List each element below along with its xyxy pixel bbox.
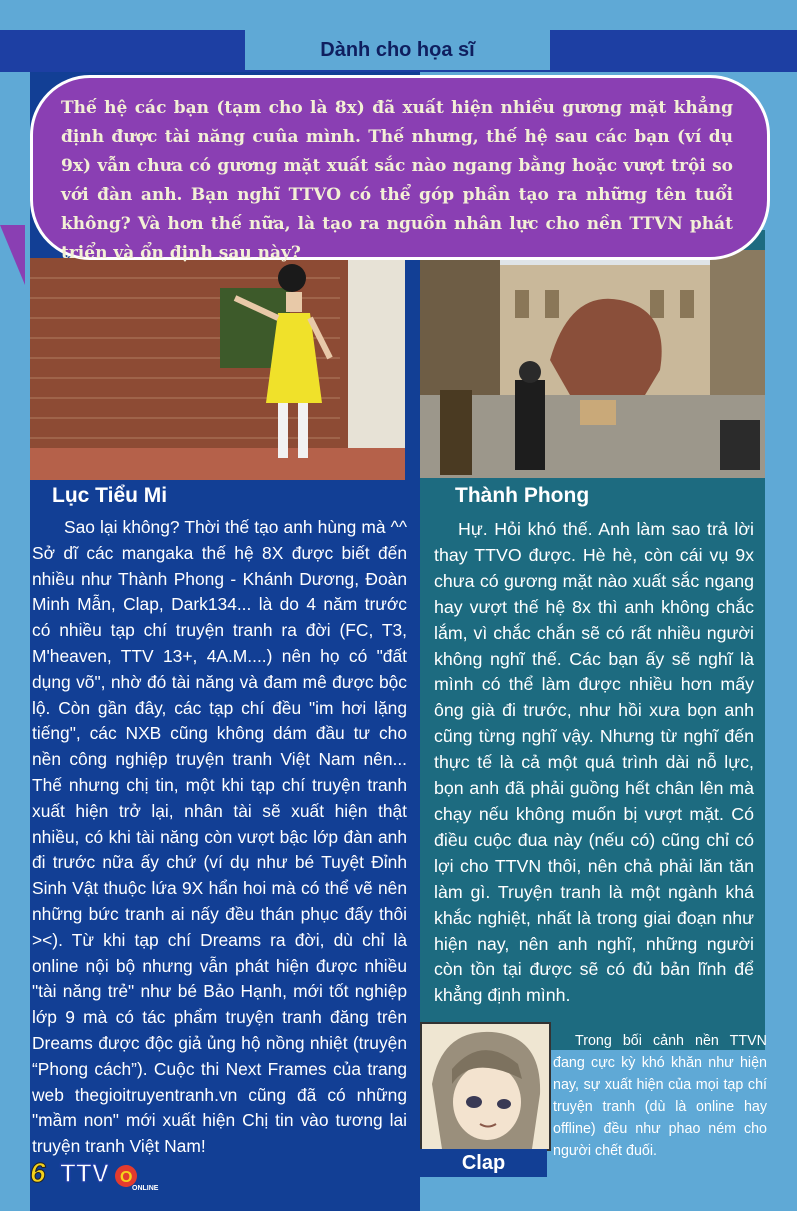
ttv-online-logo [28,1150,163,1192]
svg-text:TTV: TTV [60,1158,110,1188]
right-answer-text: Hự. Hỏi khó thế. Anh làm sao trả lời thay TTVO được. Hè hè, còn cái vụ 9x chưa có gương mặt nào xuất sắc ngang hay vượt thế hệ 8x thì anh không chắc lắm, vì chắc chắn sẽ có rất nhiều người không nghĩ thế. Các bạn ấy sẽ nghĩ là mình có thể làm được nhiều hơn mấy ông già đi trước, như hồi xưa bọn anh cũng từng nghĩ vậy. Nhưng từ nghĩ đến thực tế là cả một quá trình dài nỗ lực, bọn anh đã phải guồng hết chân lên mà chạy nếu không muốn bị vượt mặt. Có điều cuộc đua này (nếu có) cũng chỉ có lợi cho TTVN thôi, nên chả phải lăn tăn làm gì. Truyện tranh là một ngành khá khắc nghiệt, nhất là trong giai đoạn như hiện nay, nên anh nghĩ, những người còn tồn tại được sẽ có đủ bản lĩnh để khẳng định mình. [434,519,754,1006]
clap-avatar [420,1022,551,1151]
speech-bubble-tail [0,225,25,285]
svg-text:O: O [120,1169,133,1186]
clap-side-note: Trong bối cảnh nền TTVN đang cực kỳ khó khăn như hiện nay, sự xuất hiện của mọi tạp chí truyện tranh (dù là online hay offline) đều như phao ném cho người chết đuối. [553,1033,767,1159]
photo-luc-tieu-mi [30,258,405,480]
left-author-name: Lục Tiểu Mi [52,484,168,507]
question-speech-bubble: Thế hệ các bạn (tạm cho là 8x) đã xuất hiện nhiều gương mặt khẳng định được tài năng cuûa mình. Thế nhưng, thế hệ sau các bạn (ví dụ 9x) vẫn chưa có gương mặt xuất sắc nào ngang bằng hoặc vượt trội so với đàn anh. Bạn nghĩ TTVO có thể góp phần tạo ra những tên tuổi không? Và hơn thế nữa, là tạo ra nguồn nhân lực cho nền TTVN phát triển và ổn định sau này? [30,75,770,260]
clap-label: Clap [420,1149,547,1177]
left-answer-text: Sao lại không? Thời thế tạo anh hùng mà ^^ Sở dĩ các mangaka thế hệ 8X được biết đến nhiều như Thành Phong - Khánh Dương, Đoàn Minh Mẫn, Clap, Dark134... là do 4 năm trước có nhiều tạp chí truyện tranh ra đời (FC, T3, M'heaven, TTV 13+, 4A.M....) nên họ có "đất dụng võ", nhờ đó tài năng và đam mê được bộc lộ. Còn gần đây, các tạp chí đều "im hơi lặng tiếng", các NXB cũng không dám đầu tư cho nền công nghiệp truyện tranh Việt Nam nên... Thế nhưng chị tin, một khi tạp chí truyện tranh xuất hiện trở lại, nhân tài sẽ xuất hiện thật nhiều, có khi tài năng còn vượt bậc lớp đàn anh đi trước nữa ấy chứ (ví dụ như bé Tuyệt Đỉnh Sinh Vật thuộc lứa 9X hẩn hoi mà có thể vẽ nên những bức tranh ai nấy đều thán phục đấy thôi ><). Từ khi tạp chí Dreams ra đời, dù chỉ là online nội bộ nhưng vẫn phát hiện được nhiều "tài năng trẻ" như bé Bảo Hạnh, mới tốt nghiệp lớp 9 mà có tác phẩm truyện tranh đăng trên Dreams được độc giả ủng hộ nồng nhiệt (truyện “Phong cách”). Cuộc thi Next Frames của trang web thegioitruyentranh.vn cũng đã có những "mầm non" mới xuất hiện Chị tin vào tương lai truyện tranh Việt Nam! [32,517,407,1157]
svg-text:6: 6 [30,1157,46,1188]
top-strip [0,0,797,30]
svg-text:ONLINE: ONLINE [132,1185,159,1192]
photo-thanh-phong [420,250,765,478]
right-author-name: Thành Phong [455,484,590,507]
section-title: Dành cho họa sĩ [245,30,550,70]
